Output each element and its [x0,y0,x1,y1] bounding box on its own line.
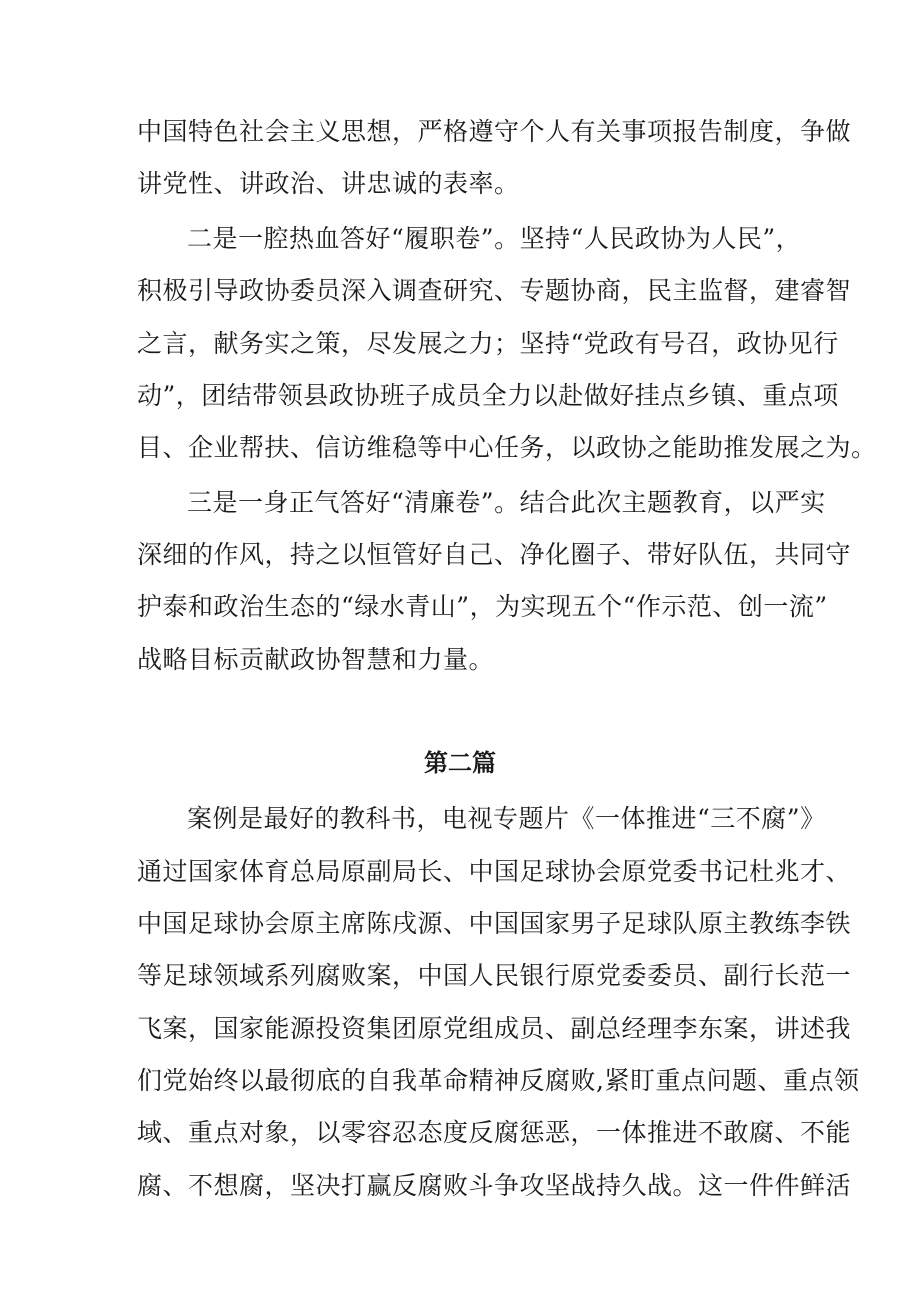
paragraph-line: 中国特色社会主义思想，严格遵守个人有关事项报告制度，争做 [137,117,852,146]
paragraph-line: 深细的作风，持之以恒管好自己、净化圈子、带好队伍，共同守 [137,540,852,569]
paragraph-line: 三是一身正气答好“清廉卷”。结合此次主题教育，以严实 [187,488,826,517]
paragraph-line: 动”，团结带领县政协班子成员全力以赴做好挂点乡镇、重点项 [137,381,839,410]
section-heading: 第二篇 [424,749,496,777]
paragraph-line: 们党始终以最彻底的自我革命精神反腐败,紧盯重点问题、重点领 [137,1066,860,1095]
paragraph-line: 目、企业帮扶、信访维稳等中心任务，以政协之能助推发展之为。 [137,433,877,462]
paragraph-line: 二是一腔热血答好“履职卷”。坚持“人民政协为人民”， [187,224,802,253]
paragraph-line: 战略目标贡献政协智慧和力量。 [137,645,495,674]
paragraph-line: 讲党性、讲政治、讲忠诚的表率。 [137,169,520,198]
paragraph-line: 通过国家体育总局原副局长、中国足球协会原党委书记杜兆才、 [137,857,852,886]
paragraph-line: 护泰和政治生态的“绿水青山”，为实现五个“作示范、创一流” [137,592,828,621]
paragraph-line: 飞案，国家能源投资集团原党组成员、副总经理李东案，讲述我 [137,1014,852,1043]
paragraph-line: 案例是最好的教科书，电视专题片《一体推进“三不腐”》 [187,804,826,833]
paragraph-line: 中国足球协会原主席陈戌源、中国国家男子足球队原主教练李铁 [137,909,852,938]
paragraph-line: 积极引导政协委员深入调查研究、专题协商，民主监督，建睿智 [137,276,852,305]
paragraph-line: 之言，献务实之策，尽发展之力；坚持“党政有号召，政协见行 [137,329,839,358]
paragraph-line: 腐、不想腐，坚决打赢反腐败斗争攻坚战持久战。这一件件鲜活 [137,1171,852,1200]
paragraph-line: 域、重点对象，以零容忍态度反腐惩恶，一体推进不敢腐、不能 [137,1118,852,1147]
paragraph-line: 等足球领域系列腐败案，中国人民银行原党委委员、副行长范一 [137,961,852,990]
